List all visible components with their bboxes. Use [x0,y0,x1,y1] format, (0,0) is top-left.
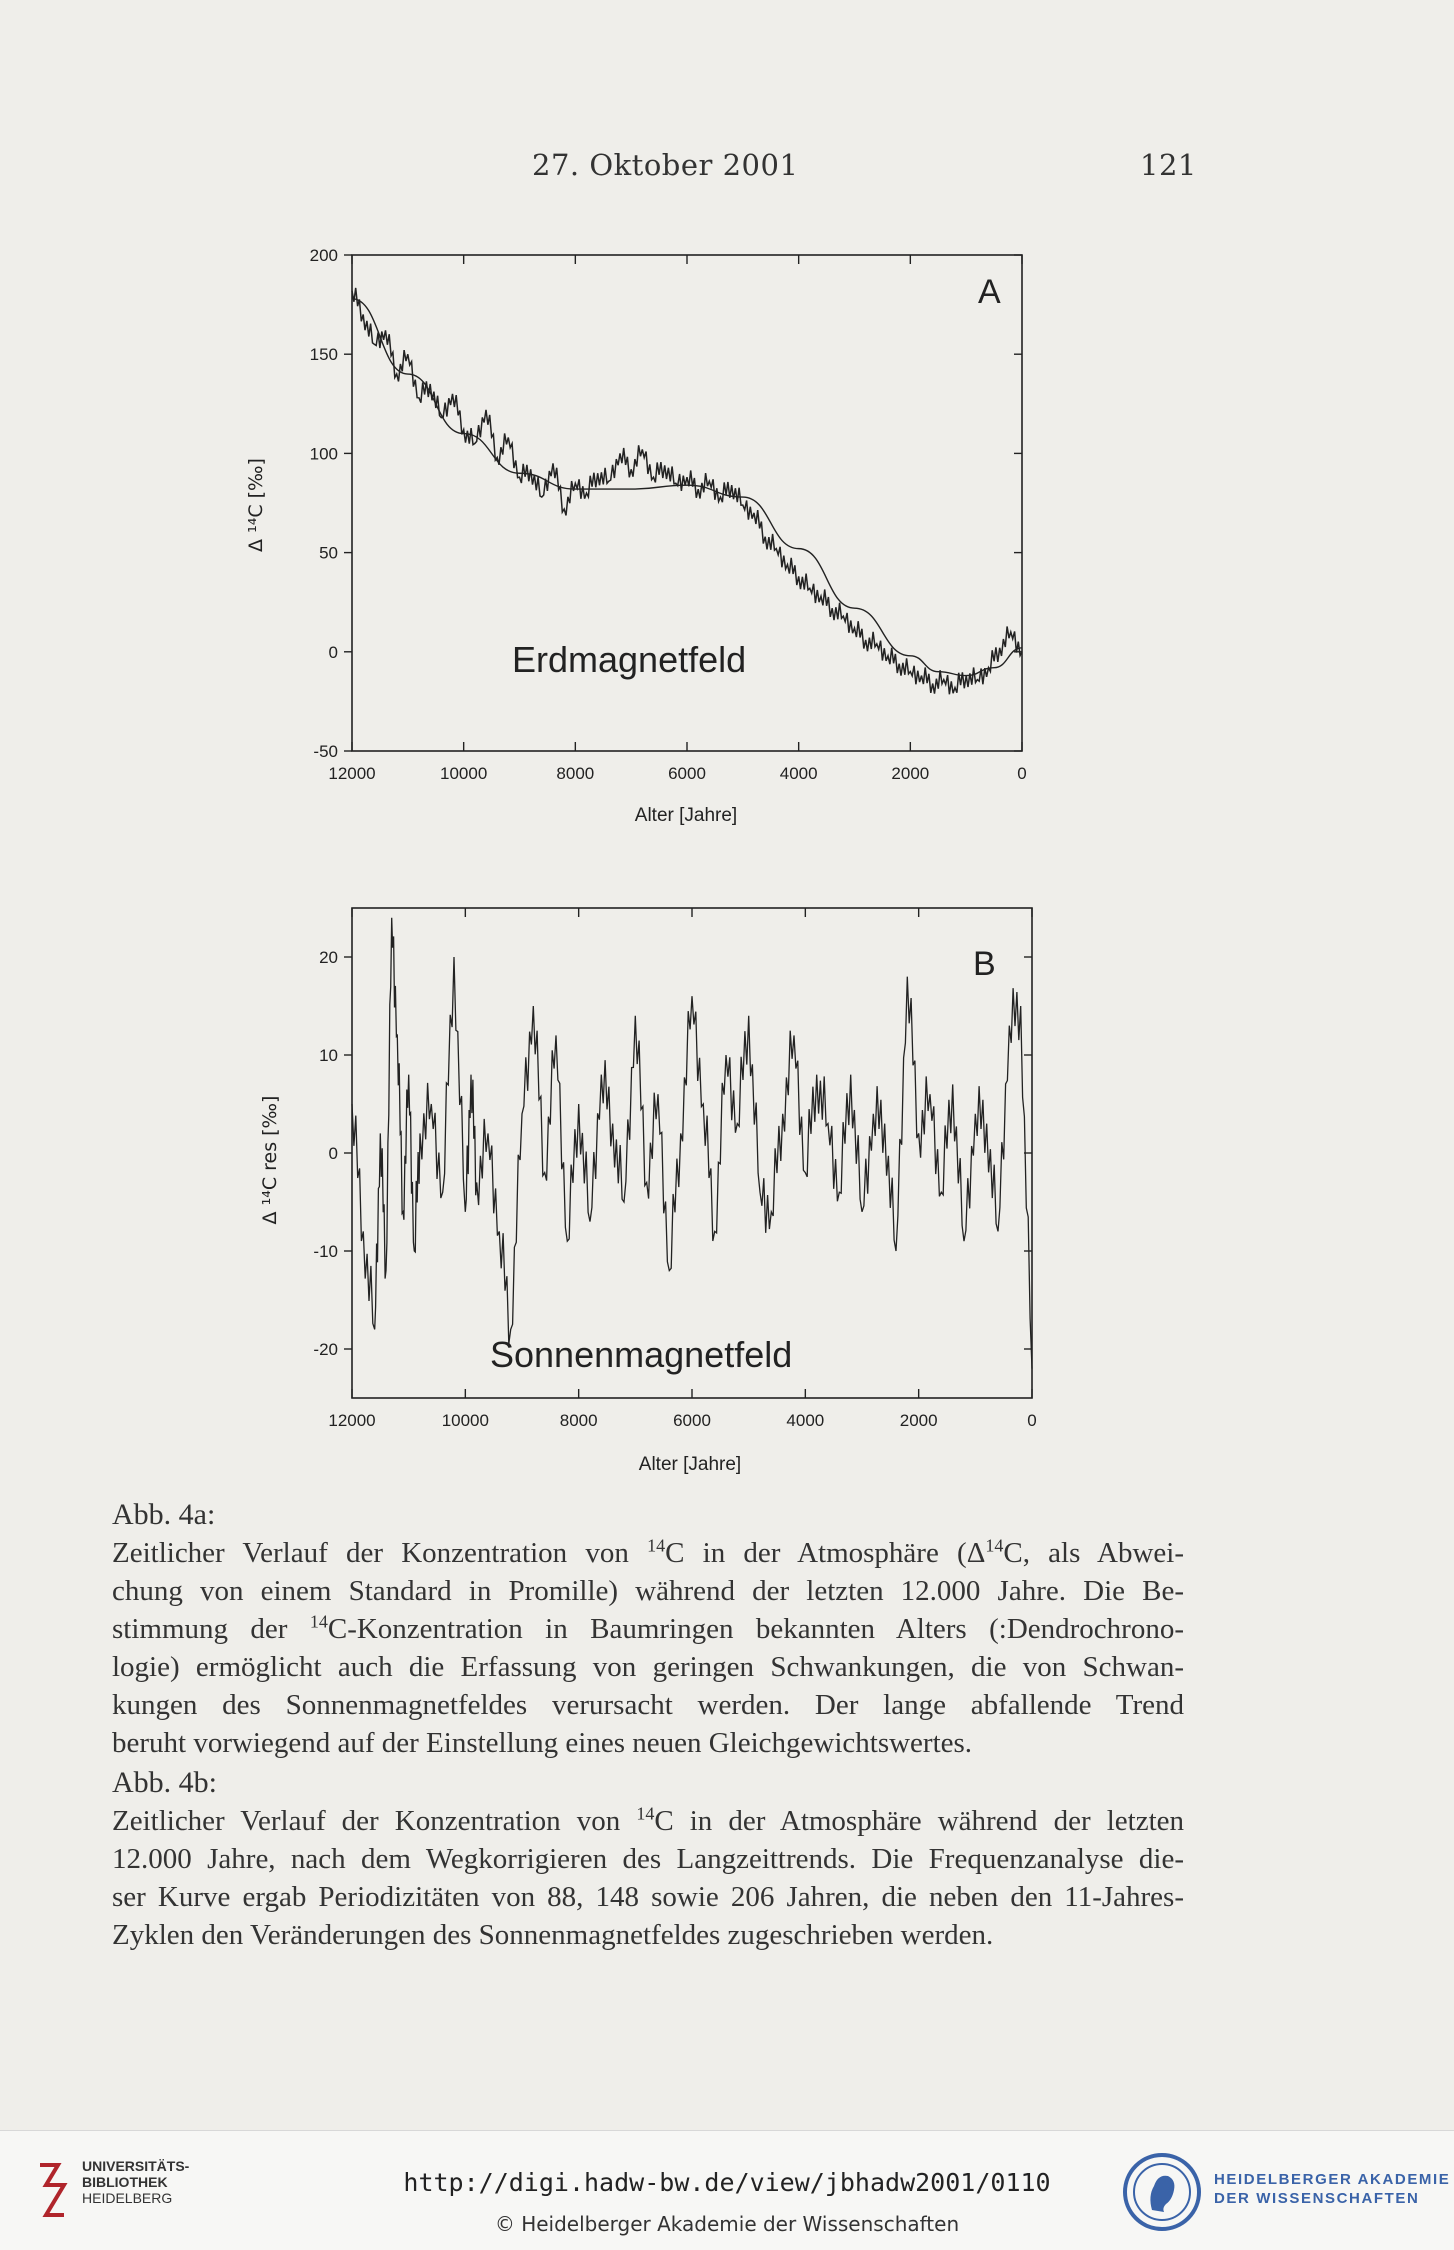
chart-a-y-axis-label: Δ ¹⁴C [‰] [245,458,267,552]
chart-a-annotation: Erdmagnetfeld [512,639,747,680]
running-header-date: 27. Oktober 2001 [532,148,799,182]
x-tick-label: 6000 [668,764,706,783]
x-tick-label: 12000 [328,764,376,783]
x-tick-label: 6000 [673,1411,711,1430]
y-tick-label: 20 [319,948,338,967]
library-line-2: BIBLIOTHEK [82,2174,168,2190]
x-tick-label: 8000 [559,1411,598,1430]
y-tick-label: 100 [309,444,338,464]
x-tick-label: 2000 [899,1411,938,1430]
chart-a-trend-line [352,299,1022,676]
caption-line: stimmung der $^{14}$C-Konzentration in Baumringen bekannten Alters (:Dendrochrono- [112,1611,1184,1645]
caption-line: ser Kurve ergab Periodizitäten von 88, 148 sowie 206 Jahren, die neben den 11-Jahres- [112,1881,1184,1913]
caption-line: chung von einem Standard in Promille) während der letzten 12.000 Jahre. Die Be- [112,1575,1184,1607]
superscript-isotope: 14 [647,1535,666,1556]
x-tick-label: 0 [1027,1411,1037,1430]
library-line-1: UNIVERSITÄTS- [82,2158,190,2174]
y-tick-label: -50 [313,742,338,761]
chart-b-x-axis-label: Alter [Jahre] [638,1454,742,1475]
chart-b-sonnenmagnetfeld [0,900,1454,1480]
x-tick-label: 10000 [440,764,488,783]
chart-a-measured-line [352,288,1022,694]
y-tick-label: 200 [309,246,338,265]
academy-name [1214,2170,1450,2208]
chart-b-y-axis-label: Δ ¹⁴C res [‰] [259,1095,281,1225]
x-tick-label: 12000 [328,1411,376,1430]
library-line-3: HEIDELBERG [82,2190,173,2206]
academy-line-1: HEIDELBERGER AKADEMIE [1214,2171,1451,2188]
y-tick-label: -10 [313,1242,338,1261]
caption-line: Zyklen den Veränderungen des Sonnenmagnetfeldes zugeschrieben werden. [112,1919,994,1951]
superscript-isotope: 14 [636,1803,655,1824]
y-tick-label: 50 [319,543,338,563]
caption-line: 12.000 Jahre, nach dem Wegkorrigieren des Langzeittrends. Die Frequenzanalyse die- [112,1843,1184,1875]
x-tick-label: 4000 [786,1411,825,1430]
x-tick-label: 10000 [441,1411,489,1430]
caption-4a-title: Abb. 4a: [112,1498,216,1531]
x-tick-label: 2000 [891,764,930,783]
x-tick-label: 0 [1017,764,1027,783]
caption-line: logie) ermöglicht auch die Erfassung von geringen Schwankungen, die von Schwan- [112,1651,1184,1683]
page-number: 121 [1140,148,1197,182]
superscript-isotope: 14 [985,1535,1004,1556]
caption-line: kungen des Sonnenmagnetfeldes verursacht werden. Der lange abfallende Trend [112,1689,1184,1721]
chart-a-panel-label: A [978,273,1001,311]
x-tick-label: 8000 [556,764,595,783]
caption-4b-title: Abb. 4b: [112,1766,217,1799]
caption-line: Zeitlicher Verlauf der Konzentration von $^{14}$C in der Atmosphäre ($\Delta^{14}C$, als Abwei- [112,1535,1184,1569]
y-tick-label: 0 [328,642,338,662]
chart-a-x-axis-label: Alter [Jahre] [634,805,738,826]
y-tick-label: 150 [309,345,338,365]
source-url-link[interactable]: http://digi.hadw-bw.de/view/jbhadw2001/0110 [403,2168,1051,2197]
chart-b-annotation: Sonnenmagnetfeld [490,1334,793,1375]
x-tick-label: 4000 [779,764,818,783]
copyright-notice: © Heidelberger Akademie der Wissenschaften [494,2212,960,2236]
chart-b-panel-label: B [973,945,996,983]
caption-line: Zeitlicher Verlauf der Konzentration von $^{14}$C in der Atmosphäre während der letzten [112,1803,1185,1837]
academy-line-2: DER WISSENSCHAFTEN [1214,2190,1420,2207]
y-tick-label: 10 [319,1046,338,1065]
superscript-isotope: 14 [309,1611,328,1632]
y-tick-label: 0 [328,1144,338,1163]
y-tick-label: -20 [313,1340,338,1359]
academy-seal-icon [1122,2152,1202,2232]
caption-4a-text [112,1534,1184,1762]
chart-a-erdmagnetfeld [0,245,1454,835]
caption-4b-text [112,1802,1184,1954]
chart-b-residual-line [352,918,1032,1369]
chart-a-x-ticks [328,255,1026,783]
caption-line: beruht vorwiegend auf der Einstellung eines neuen Gleichgewichtswertes. [112,1727,973,1759]
